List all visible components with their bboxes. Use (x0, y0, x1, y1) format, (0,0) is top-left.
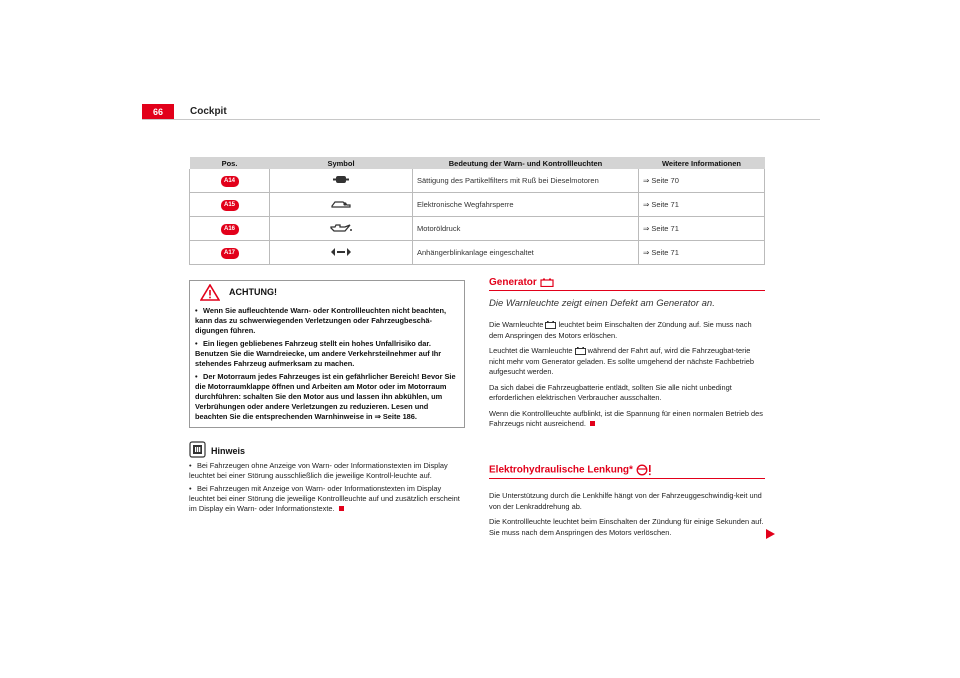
paragraph: Leuchtet die Warnleuchte während der Fahrt auf, wird die Fahrzeugbat-terie nicht mehr vom Generator geladen. Es sollte umgehend der nächste Fachbetrieb aufgesucht werden. (489, 346, 754, 376)
column-header-info: Weitere Informationen (639, 157, 765, 169)
header-divider (142, 119, 820, 120)
position-badge: A14 (221, 176, 239, 187)
table-row (190, 193, 765, 217)
list-item: • Bei Fahrzeugen mit Anzeige von Warn- oder Informationstexten im Display leuchtet bei einer Störung die jeweilige Kontrollleuchte auf und zusätzlich erscheint im Display ein Warn- oder Informationstexte. (189, 484, 460, 513)
battery-icon (540, 278, 554, 287)
paragraph: Da sich dabei die Fahrzeugbatterie entlädt, sollten Sie alle nicht unbedingt erforderlichen elektrischen Verbraucher ausschalten. (489, 382, 732, 402)
info-link[interactable]: ⇒ Seite 71 (639, 217, 765, 241)
generator-subtitle: Die Warnleuchte zeigt einen Defekt am Generator an. (489, 298, 715, 309)
paragraph: Wenn die Kontrollleuchte aufblinkt, ist die Spannung für einen normalen Betrieb des Fahrzeugs nicht ausreichend. (489, 408, 763, 428)
position-badge: A16 (221, 224, 239, 235)
info-link[interactable]: ⇒ Seite 71 (639, 193, 765, 217)
meaning-cell: Anhängerblinkanlage eingeschaltet (413, 241, 639, 265)
meaning-cell: Sättigung des Partikelfilters mit Ruß bei Dieselmotoren (413, 169, 639, 193)
info-link[interactable]: ⇒ Seite 70 (639, 169, 765, 193)
column-header-symbol: Symbol (270, 157, 413, 169)
generator-title: Generator (489, 277, 554, 288)
steering-warning-icon (636, 464, 652, 476)
lenkung-body (489, 491, 767, 543)
note-icon (189, 441, 206, 458)
hinweis-list (189, 461, 467, 517)
oil-pressure-icon (329, 223, 353, 233)
particle-filter-icon (333, 175, 349, 184)
generator-body (489, 320, 767, 435)
warning-lights-table (189, 157, 765, 265)
list-item: • Ein liegen gebliebenes Fahrzeug stellt ein hohes Unfallrisiko dar. Benutzen Sie die Warndreiecke, um andere Verkehrsteilnehmer auf Ihr stehendes Fahrzeug aufmerksam zu machen. (195, 339, 442, 368)
achtung-title: ACHTUNG! (229, 287, 277, 297)
section-end-mark (590, 421, 595, 426)
achtung-header (190, 281, 464, 303)
paragraph: Die Unterstützung durch die Lenkhilfe hängt von der Fahrzeuggeschwindig-keit und von der Lenkraddrehung ab. (489, 491, 762, 511)
section-end-mark (339, 506, 344, 511)
trailer-icon (330, 247, 352, 257)
hinweis-title: Hinweis (211, 446, 246, 456)
table-row (190, 241, 765, 265)
list-item: • Bei Fahrzeugen ohne Anzeige von Warn- oder Informationstexten im Display leuchtet bei einer Störung ausschließlich die jeweilige Kontroll-leuchte auf. (189, 461, 448, 480)
achtung-list (195, 306, 461, 425)
column-header-meaning: Bedeutung der Warn- und Kontrollleuchten (413, 157, 639, 169)
warning-triangle-icon (200, 284, 220, 301)
next-page-arrow-icon[interactable] (766, 529, 775, 539)
paragraph: Die Warnleuchte leuchtet beim Einschalten der Zündung auf. Sie muss nach dem Anspringen des Motors erlöschen. (489, 320, 752, 340)
table-header-row (190, 157, 765, 169)
page-number: 66 (142, 104, 174, 120)
battery-icon (575, 347, 586, 355)
meaning-cell: Elektronische Wegfahrsperre (413, 193, 639, 217)
battery-icon (545, 321, 556, 329)
lenkung-title: Elektrohydraulische Lenkung* (489, 464, 652, 476)
immobilizer-icon (331, 199, 351, 209)
list-item: • Wenn Sie aufleuchtende Warn- oder Kontrollleuchten nicht beachten, kann das zu schwerwiegenden Verletzungen oder Fahrzeugbeschä-digungen führen. (195, 306, 447, 335)
meaning-cell: Motoröldruck (413, 217, 639, 241)
generator-divider (489, 290, 765, 291)
page-title: Cockpit (190, 106, 227, 117)
lenkung-divider (489, 478, 765, 479)
paragraph: Die Kontrollleuchte leuchtet beim Einschalten der Zündung für einige Sekunden auf. Sie muss nach dem Anspringen des Motors verlöschen. (489, 517, 764, 537)
table-row (190, 217, 765, 241)
list-item: • Der Motorraum jedes Fahrzeuges ist ein gefährlicher Bereich! Bevor Sie die Motorraumklappe öffnen und Arbeiten am Motor oder im Motorraum durchführen: schalten Sie den Motor aus und lassen ihn abkühlen, um Verbrühungen oder andere Verletzungen zu reduzieren. Lesen und beachten Sie die entsprechenden Warnhinweise in ⇒ Seite 186. (195, 372, 456, 421)
info-link[interactable]: ⇒ Seite 71 (639, 241, 765, 265)
achtung-box (189, 280, 465, 428)
column-header-pos: Pos. (190, 157, 270, 169)
position-badge: A17 (221, 248, 239, 259)
table-row (190, 169, 765, 193)
position-badge: A15 (221, 200, 239, 211)
